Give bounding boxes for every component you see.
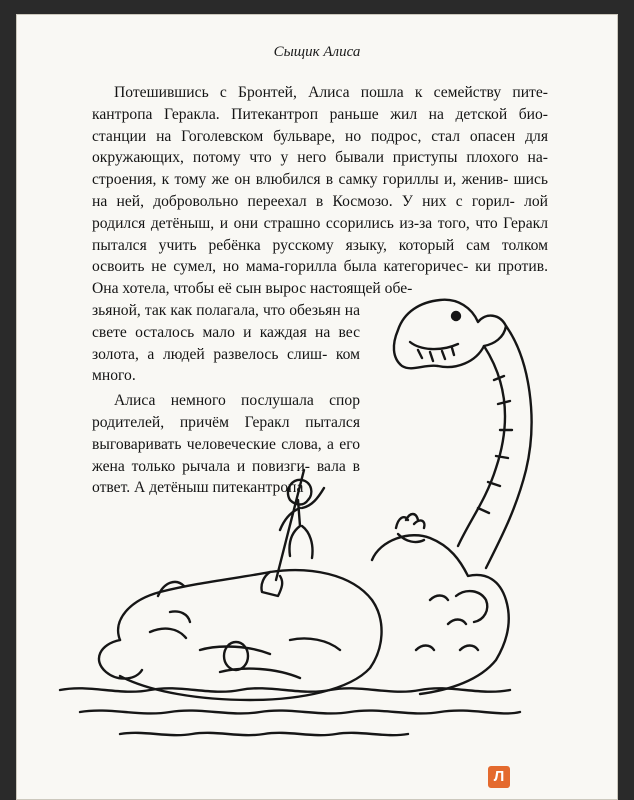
line: вала в ответ. А детёныш питекантропа xyxy=(92,457,360,497)
line: Геракл пытался учить ребёнка русскому языку, который сам xyxy=(92,214,548,254)
line: толком освоить не сумел, но мама-горилла была категоричес- xyxy=(92,236,548,276)
line: шись на ней, добровольно переехал в Космозо. У них с горил- xyxy=(92,171,548,210)
dinosaur-illustration xyxy=(0,290,634,760)
line: а его жена только рычала и повизги- xyxy=(92,435,360,475)
line: Алиса немного послушала спор xyxy=(114,392,360,410)
line: ки против. Она хотела, чтобы её сын вырос настоящей обе- xyxy=(92,258,548,298)
line: на свете осталось мало и каждая на xyxy=(92,301,360,341)
dino-body-icon xyxy=(372,535,509,694)
line: родителей, причём Геракл пытался xyxy=(92,413,360,431)
running-title: Сыщик Алиса xyxy=(273,44,361,60)
line: кантропа Геракла. Питекантроп раньше жил на детской био- xyxy=(92,105,548,123)
line: вес золота, а людей развелось слиш- xyxy=(92,323,360,363)
line: строения, к тому же он влюбился в самку гориллы и, женив- xyxy=(92,171,514,189)
line: зьяной, так как полагала, что обезьян xyxy=(92,301,345,319)
paragraph-1 xyxy=(92,82,548,300)
dino-head-icon xyxy=(394,300,506,369)
broom-icon xyxy=(261,470,304,596)
line: выговаривать человеческие слова, xyxy=(92,435,328,453)
creature-body-icon xyxy=(118,570,381,700)
line: окружающих, потому что у него бывали приступы плохого на- xyxy=(92,149,548,167)
line: Потешившись с Бронтей, Алиса пошла к семейству пите- xyxy=(114,84,548,101)
line: лой родился детёныш, и они страшно ссорились из-за того, что xyxy=(92,192,548,232)
line: станции на Гоголевском бульваре, но подрос, стал опасен для xyxy=(92,127,548,145)
publisher-stamp: Л xyxy=(488,766,510,788)
line: ком много. xyxy=(92,345,360,385)
